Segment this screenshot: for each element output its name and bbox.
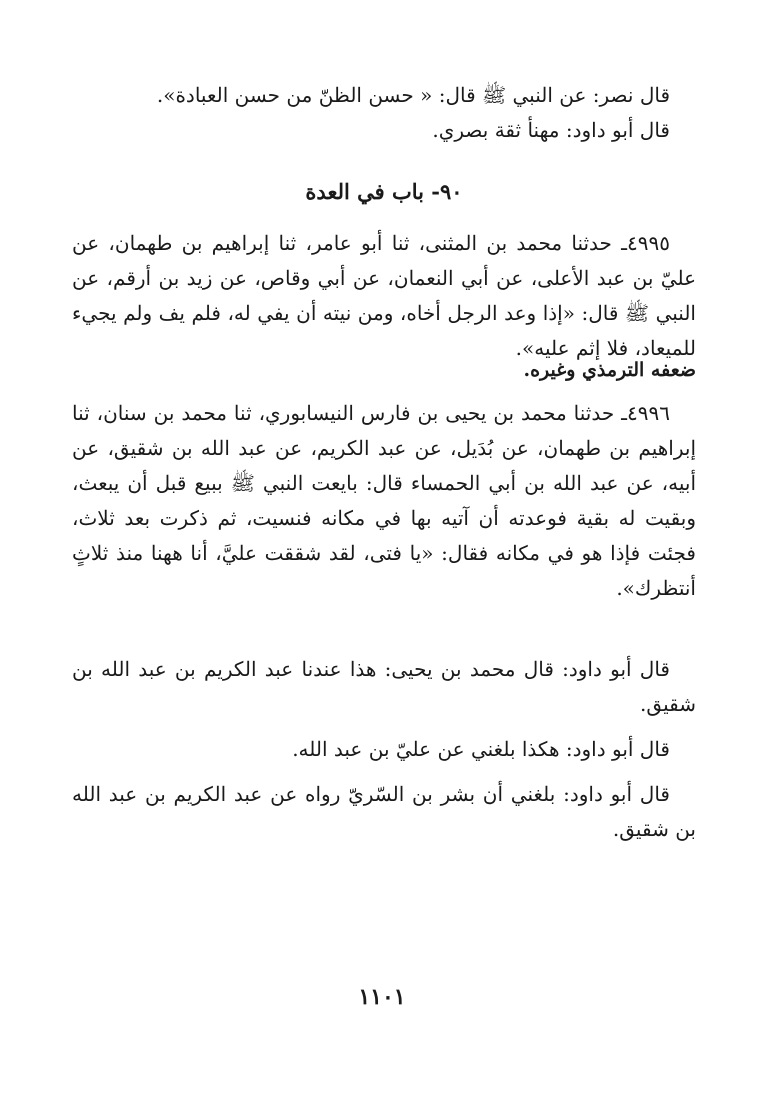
hadith-4995-text: ٤٩٩٥ـ حدثنا محمد بن المثنى، ثنا أبو عامر، ثنا إبراهيم بن طهمان، عن عليّ بن عبد الأعلى، عن أبي النعمان، عن أبي وقاص، عن زيد بن أرقم، عن النبي ﷺ قال: «إذا وعد الرجل أخاه، ومن نيته أن يفي له، فلم يف ولم يجيء للميعاد، فلا إثم عليه». xyxy=(72,231,696,360)
abu-dawud-comment: قال أبو داود: مهنأ ثقة بصري. xyxy=(432,118,670,142)
chapter-heading: ٩٠- باب في العدة xyxy=(305,179,463,204)
hadith-tail-paragraph: قال نصر: عن النبي ﷺ قال: « حسن الظنّ من حسن العبادة». xyxy=(156,83,670,107)
opening-section xyxy=(72,78,696,148)
notes-section xyxy=(72,652,696,847)
hadith-4996-text: ٤٩٩٦ـ حدثنا محمد بن يحيى بن فارس النيسابوري، ثنا محمد بن سنان، ثنا إبراهيم بن طهمان، عن بُدَيل، عن عبد الكريم، عن عبد الله بن شقيق، عن أبيه، عن عبد الله بن أبي الحمساء قال: بايعت النبي ﷺ ببيع قبل أن يبعث، وبقيت له بقية فوعدته أن آتيه بها في مكانه فنسيت، ثم ذكرت بعد ثلاث، فجئت فإذا هو في مكانه فقال: «يا فتى، لقد شققت عليَّ، أنا ههنا منذ ثلاثٍ أنتظرك». xyxy=(72,401,696,600)
hadith-4995-grading: ضعفه الترمذي وغيره. xyxy=(523,359,696,381)
page-number: ١١٠١ xyxy=(358,984,406,1010)
hadith-4996-section xyxy=(72,396,696,606)
note-1: قال أبو داود: قال محمد بن يحيى: هذا عندنا عبد الكريم بن عبد الله بن شقيق. xyxy=(72,657,696,716)
note-2: قال أبو داود: هكذا بلغني عن عليّ بن عبد الله. xyxy=(292,737,670,761)
hadith-4995-section xyxy=(72,226,696,366)
note-3: قال أبو داود: بلغني أن بشر بن السّريّ رواه عن عبد الكريم بن عبد الله بن شقيق. xyxy=(72,782,696,841)
